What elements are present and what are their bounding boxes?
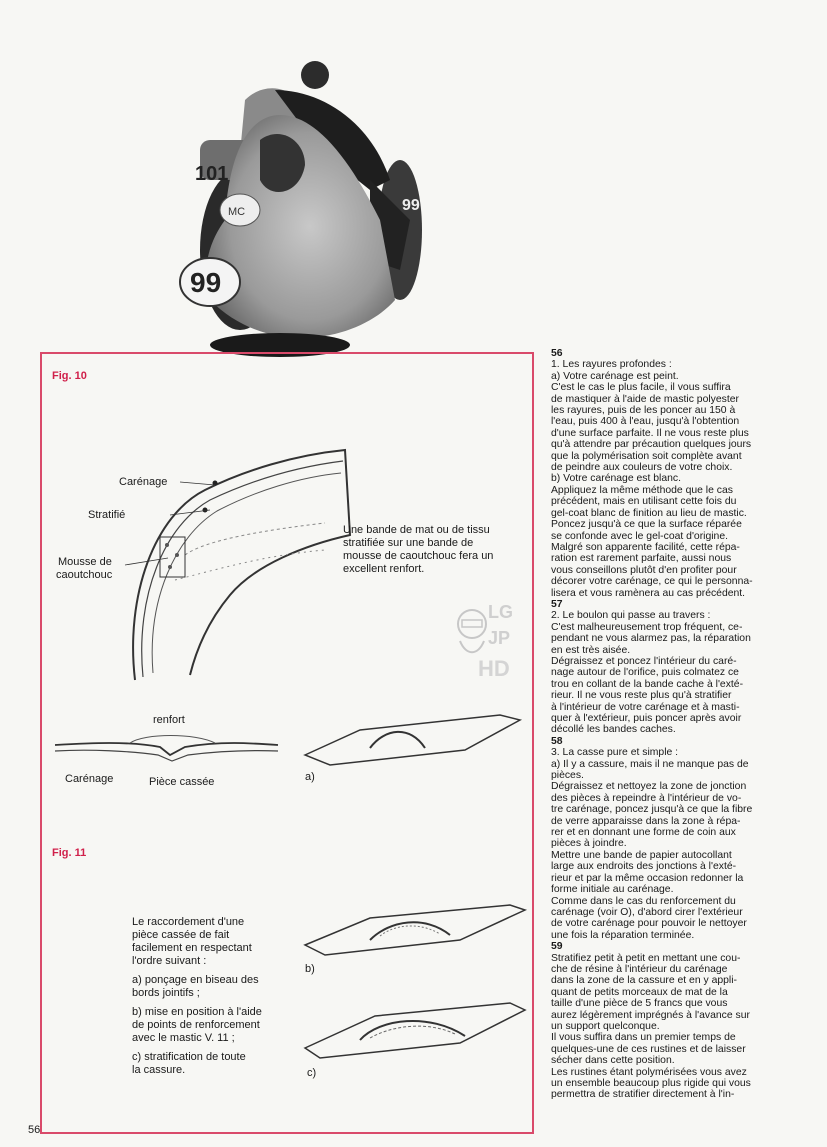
fig11-step-c-line: c) stratification de toute — [132, 1051, 246, 1063]
fig10-caption-line: Une bande de mat ou de tissu — [343, 524, 490, 536]
plate-number-side: 101 — [195, 163, 229, 185]
text-line: C'est le cas le plus facile, il vous suffira — [551, 382, 731, 394]
text-line: rieur et par la même occasion redonner la — [551, 872, 744, 884]
plate-number-front: 99 — [190, 267, 222, 298]
text-line: rieur. Il ne vous reste plus qu'à stratifier — [551, 690, 732, 702]
text-line: qu'à attendre par précaution quelques jours — [551, 439, 752, 451]
fig11-step-c-line: la cassure. — [132, 1064, 186, 1076]
text-line: forme initiale au carénage. — [551, 884, 674, 896]
text-line: dans la zone de la cassure et en y appli- — [551, 975, 737, 987]
text-line: aurez légèrement imprégnés à l'avance sur — [551, 1009, 750, 1021]
text-line: un support quelconque. — [551, 1020, 660, 1032]
label-carenage-section: Carénage — [65, 773, 114, 785]
section-number: 57 — [551, 598, 563, 610]
text-line: une fois la réparation terminée. — [551, 929, 695, 941]
text-line: précédent, mais en utilisant cette fois du — [551, 496, 737, 508]
plate-number-rear: 99 — [402, 197, 420, 214]
text-line: C'est malheureusement trop fréquent, ce- — [551, 621, 743, 633]
watermark-line3: HD — [478, 656, 510, 681]
fig11-intro — [132, 916, 252, 967]
fig11-label: Fig. 11 — [52, 847, 87, 859]
text-line: large aux endroits des jonctions à l'exté- — [551, 861, 737, 873]
text-line: Comme dans le cas du renforcement du — [551, 895, 736, 907]
fig11-step-b-line: b) mise en position à l'aide — [132, 1006, 262, 1018]
text-line: que la polymérisation soit complète avant — [551, 450, 742, 462]
watermark-line2: JP — [488, 628, 511, 648]
text-line: de peindre aux couleurs de votre choix. — [551, 462, 733, 474]
fig11-intro-line: l'ordre suivant : — [132, 955, 207, 967]
label-mousse-2: caoutchouc — [56, 569, 113, 581]
text-line: trou en collant de la bande cache à l'exté- — [551, 678, 744, 690]
text-line: Poncez jusqu'à ce que la surface réparée — [551, 519, 742, 531]
text-line: 3. La casse pure et simple : — [551, 747, 679, 759]
fig11-step-b-line: avec le mastic V. 11 ; — [132, 1032, 235, 1044]
text-line: un ensemble beaucoup plus rigide qui vous — [551, 1078, 751, 1089]
text-line: b) Votre carénage est blanc. — [551, 473, 681, 485]
text-line: carénage (voir O), d'abord cirer l'extérieur — [551, 906, 743, 918]
fig10-caption — [343, 524, 528, 576]
text-line: permettra de stratifier directement à l'in- — [551, 1089, 735, 1101]
label-mousse-1: Mousse de — [58, 556, 112, 568]
text-line: décorer votre carénage, ce qui le personna- — [551, 576, 753, 588]
text-line: en est très aisée. — [551, 644, 631, 656]
step-c-sketch — [300, 998, 530, 1063]
text-line: a) Il y a cassure, mais il ne manque pas de — [551, 758, 749, 770]
text-line: 1. Les rayures profondes : — [551, 359, 672, 371]
fig11-intro-line: facilement en respectant — [132, 942, 252, 954]
text-line: gel-coat blanc de finition au lieu de mastic. — [551, 507, 747, 519]
text-line: quant de petits morceaux de mat de la — [551, 986, 728, 998]
text-line: 2. Le boulon qui passe au travers : — [551, 610, 711, 622]
label-stratifie: Stratifié — [88, 509, 126, 521]
fig10-caption-line: stratifiée sur une bande de — [343, 537, 474, 549]
text-line: Dégraissez et nettoyez la zone de jonction — [551, 781, 747, 793]
text-line: Dégraissez et poncez l'intérieur du caré- — [551, 655, 737, 667]
text-line: lisera et vous ramènera au cas précédent. — [551, 587, 746, 599]
text-line: rer et en donnant une forme de coin aux — [551, 827, 736, 839]
text-line: Appliquez la même méthode que le cas — [551, 484, 733, 496]
fig11-intro-line: Le raccordement d'une — [132, 916, 245, 928]
text-line: à l'intérieur de votre carénage et à masti- — [551, 701, 740, 713]
text-line: Stratifiez petit à petit en mettant une cou- — [551, 952, 741, 964]
text-line: de verre apparaisse dans la zone à répa- — [551, 815, 741, 827]
label-renfort: renfort — [153, 714, 185, 726]
text-line: les rayures, puis de les poncer au 150 à — [551, 405, 736, 417]
text-line: nage autour de l'orifice, puis colmatez ce — [551, 667, 739, 679]
text-line: ration est rarement parfaite, aussi nous — [551, 553, 732, 565]
brand-badge: MC — [228, 206, 246, 218]
step-a-marker: a) — [305, 771, 315, 783]
label-piece-cassee: Pièce cassée — [149, 776, 215, 788]
fig10-caption-line: excellent renfort. — [343, 563, 425, 575]
text-line: pendant ne vous alarmez pas, la réparation — [551, 633, 751, 645]
article-text-column — [551, 348, 793, 1101]
section-number: 58 — [551, 735, 563, 747]
watermark-logo — [452, 596, 516, 682]
text-line: Malgré son apparente facilité, cette répa- — [551, 541, 740, 553]
label-carenage: Carénage — [119, 476, 168, 488]
section-number: 59 — [551, 941, 563, 953]
watermark-line1: LG — [488, 602, 513, 622]
motorcycle-photo — [170, 60, 430, 360]
text-line: Mettre une bande de papier autocollant — [551, 849, 732, 861]
section-number: 56 — [551, 348, 563, 359]
text-line: de votre carénage pour pouvoir le nettoyer — [551, 918, 747, 930]
text-line: Les rustines étant polymérisées vous avez — [551, 1066, 747, 1078]
fig10-label: Fig. 10 — [52, 370, 87, 382]
text-line: vous conseillons plutôt d'en profiter pour — [551, 564, 737, 576]
repair-section-sketch — [50, 725, 280, 775]
step-c-marker: c) — [307, 1067, 317, 1079]
text-line: quelques-une de ces rustines et de laisser — [551, 1043, 746, 1055]
step-a-sketch — [300, 710, 525, 770]
text-line: che de résine à l'intérieur du carénage — [551, 963, 728, 975]
fig11-step-b-line: de points de renforcement — [132, 1019, 260, 1031]
step-b-marker: b) — [305, 963, 315, 975]
text-line: tre carénage, poncez jusqu'à ce que la fibre — [551, 804, 753, 816]
text-line: des pièces à repeindre à l'intérieur de vo- — [551, 792, 742, 804]
text-line: Il vous suffira dans un premier temps de — [551, 1032, 736, 1044]
text-line: pièces à joindre. — [551, 838, 627, 850]
fig11-intro-line: pièce cassée de fait — [132, 929, 230, 941]
text-line: l'eau, puis 400 à l'eau, jusqu'à l'obtention — [551, 416, 740, 428]
text-line: taille d'une pièce de 5 francs que vous — [551, 998, 728, 1010]
text-line: de mastiquer à l'aide de mastic polyester — [551, 393, 739, 405]
fig11-step-a-line: a) ponçage en biseau des — [132, 974, 259, 986]
step-b-sketch — [300, 900, 530, 960]
text-line: pièces. — [551, 770, 584, 782]
fig10-caption-line: mousse de caoutchouc fera un — [343, 550, 494, 562]
text-line: se confonde avec le gel-coat d'origine. — [551, 530, 729, 542]
fig11-step-a-line: bords jointifs ; — [132, 987, 200, 999]
text-line: décollé les bandes caches. — [551, 724, 676, 736]
text-line: d'une surface parfaite. Il ne vous reste plus — [551, 427, 749, 439]
page-number: 56 — [28, 1124, 41, 1136]
text-line: quer à l'extérieur, puis poncer après avoir — [551, 713, 742, 724]
fig11-caption — [132, 916, 292, 1083]
text-line: sécher dans cette position. — [551, 1055, 675, 1067]
text-line: a) Votre carénage est peint. — [551, 370, 679, 382]
